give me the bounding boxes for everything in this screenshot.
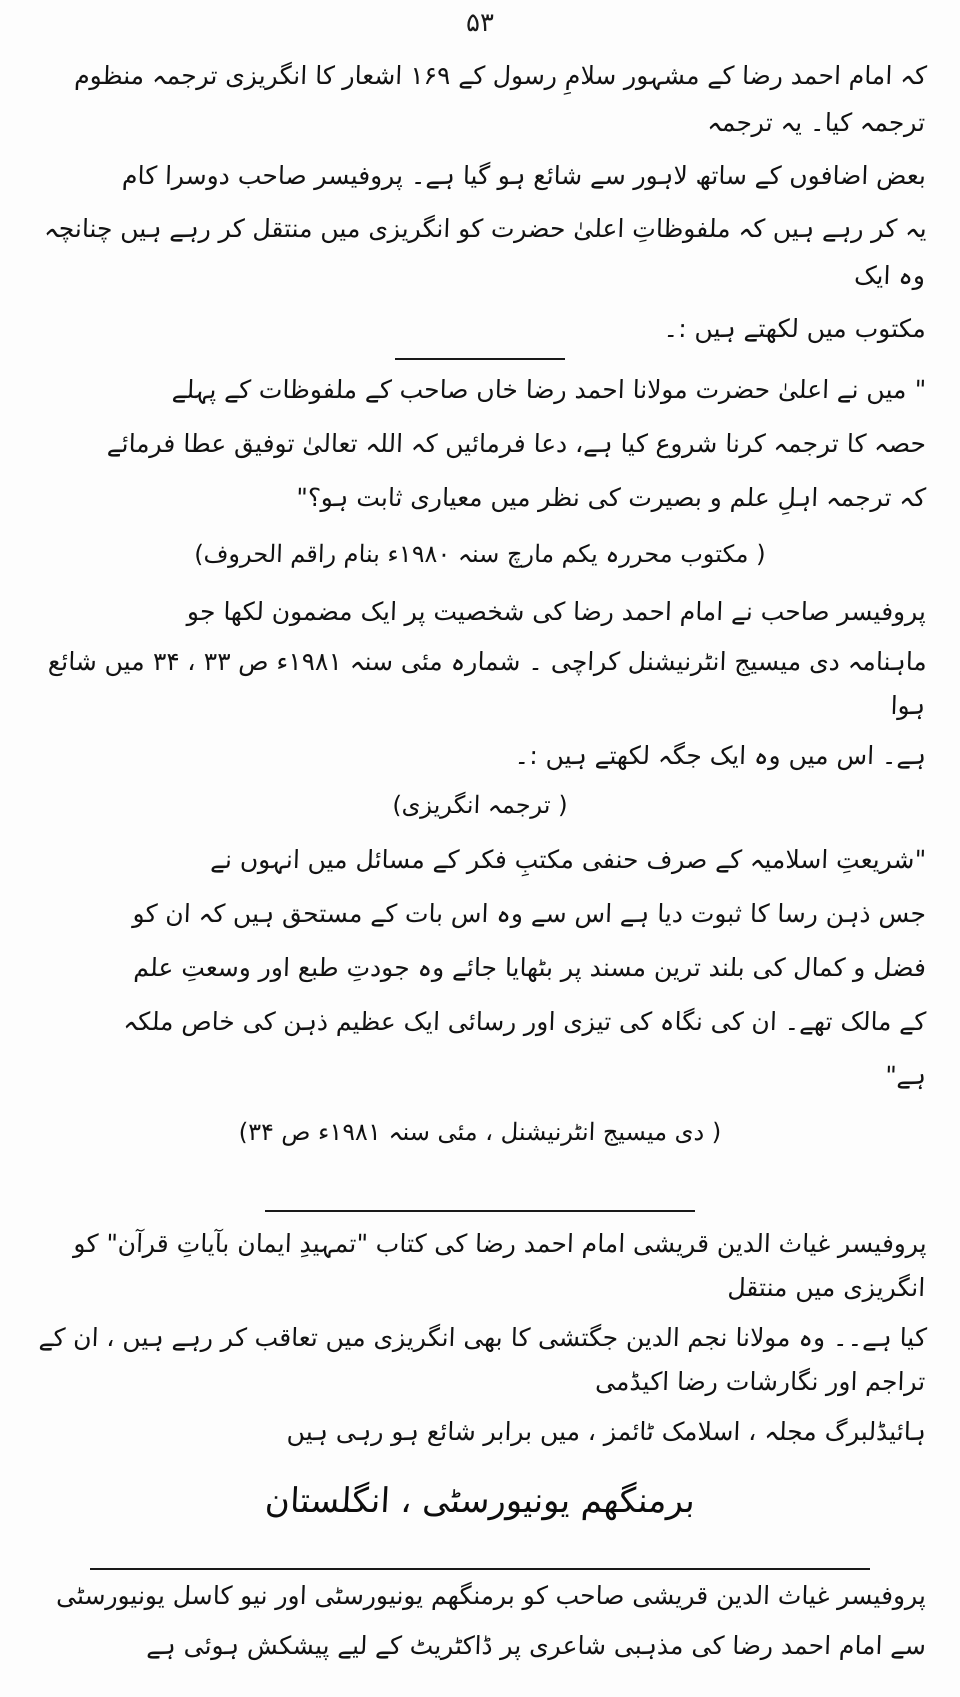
- quote-line: "شریعتِ اسلامیہ کے صرف حنفی مکتبِ فکر کے مسائل میں انہوں نے: [209, 845, 927, 874]
- section-gap: [34, 1536, 926, 1562]
- quote-line: " میں نے اعلیٰ حضرت مولانا احمد رضا خاں صاحب کے ملفوظات کے پہلے: [171, 375, 927, 404]
- paragraph-line: ہائیڈلبرگ مجلہ ، اسلامک ٹائمز ، میں برابر شائع ہو رہی ہیں: [286, 1417, 927, 1446]
- paragraph-line: پروفیسر غیاث الدین قریشی امام احمد رضا کی کتاب "تمہیدِ ایمان بآیاتِ قرآن" کو انگریزی میں منتقل: [72, 1229, 928, 1302]
- citation-second: (دی میسیج انٹرنیشنل ، مئی سنہ ۱۹۸۱ء ص ۳۴ ): [238, 1118, 722, 1146]
- paragraph-line: بعض اضافوں کے ساتھ لاہور سے شائع ہو گیا ہے۔ پروفیسر صاحب دوسرا کام: [121, 161, 927, 190]
- quote-line: جس ذہن رسا کا ثبوت دیا ہے اس سے وہ اس بات کے مستحق ہیں کہ ان کو: [132, 899, 927, 928]
- paragraph-line: سے امام احمد رضا کی مذہبی شاعری پر ڈاکٹریٹ کے لیے پیشکش ہوئی ہے: [146, 1631, 927, 1660]
- text-block-quote-2: [34, 836, 926, 1100]
- quote-line: کے مالک تھے۔ ان کی نگاہ کی تیزی اور رسائی ایک عظیم ذہن کی خاص ملکہ: [122, 1007, 927, 1036]
- quote-line: ہے": [884, 1061, 927, 1090]
- divider-rule: [265, 1210, 695, 1212]
- section-gap: [34, 1168, 926, 1194]
- paragraph-line: یہ کر رہے ہیں کہ ملفوظاتِ اعلیٰ حضرت کو انگریزی میں منتقل کر رہے ہیں چنانچہ وہ ایک: [43, 214, 928, 290]
- text-block-mid-note: [34, 590, 926, 778]
- paragraph-line: ہے۔ اس میں وہ ایک جگہ لکھتے ہیں :۔: [514, 741, 927, 770]
- text-block-quote-1: [34, 366, 926, 522]
- citation-first: (مکتوب محررہ یکم مارچ سنہ ۱۹۸۰ء بنام راقم الحروف ): [193, 540, 767, 568]
- text-block-closing: [34, 1574, 926, 1668]
- divider-rule: [395, 358, 565, 360]
- paragraph-line: کہ امام احمد رضا کے مشہور سلامِ رسول کے ۱۶۹ اشعار کا انگریزی ترجمہ منظوم ترجمہ کیا۔ یہ ترجمہ: [73, 61, 928, 137]
- text-block-intro: [34, 52, 926, 352]
- paragraph-line: پروفیسر صاحب نے امام احمد رضا کی شخصیت پر ایک مضمون لکھا جو: [186, 597, 927, 626]
- quote-line: فضل و کمال کی بلند ترین مسند پر بٹھایا جائے وہ جودتِ طبع اور وسعتِ علم: [133, 953, 927, 982]
- quote-line: کہ ترجمہ اہلِ علم و بصیرت کی نظر میں معیاری ثابت ہو؟": [295, 483, 927, 512]
- quote-line: حصہ کا ترجمہ کرنا شروع کیا ہے، دعا فرمائیں کہ اللہ تعالیٰ توفیق عطا فرمائے: [106, 429, 927, 458]
- paragraph-line: ماہنامہ دی میسیج انٹرنیشنل کراچی ۔ شمارہ مئی سنہ ۱۹۸۱ء ص ۳۳ ، ۳۴ میں شائع ہوا: [47, 647, 928, 720]
- paragraph-line: پروفیسر غیاث الدین قریشی صاحب کو برمنگھم یونیورسٹی اور نیو کاسل یونیورسٹی: [55, 1581, 927, 1610]
- paragraph-line: کیا ہے۔۔ وہ مولانا نجم الدین جگتشی کا بھی انگریزی میں تعاقب کر رہے ہیں ، ان کے تراجم اور نگارشات رضا اکیڈمی: [38, 1323, 928, 1396]
- paragraph-line: مکتوب میں لکھتے ہیں :۔: [663, 314, 927, 343]
- page-body: [34, 52, 926, 1682]
- translation-label: (ترجمہ انگریزی ): [391, 791, 569, 819]
- signature-line: برمنگھم یونیورسٹی ، انگلستان: [264, 1481, 696, 1521]
- text-block-qureshi: [34, 1222, 926, 1454]
- page-number: ۵۳: [466, 8, 494, 38]
- divider-rule: [90, 1568, 870, 1570]
